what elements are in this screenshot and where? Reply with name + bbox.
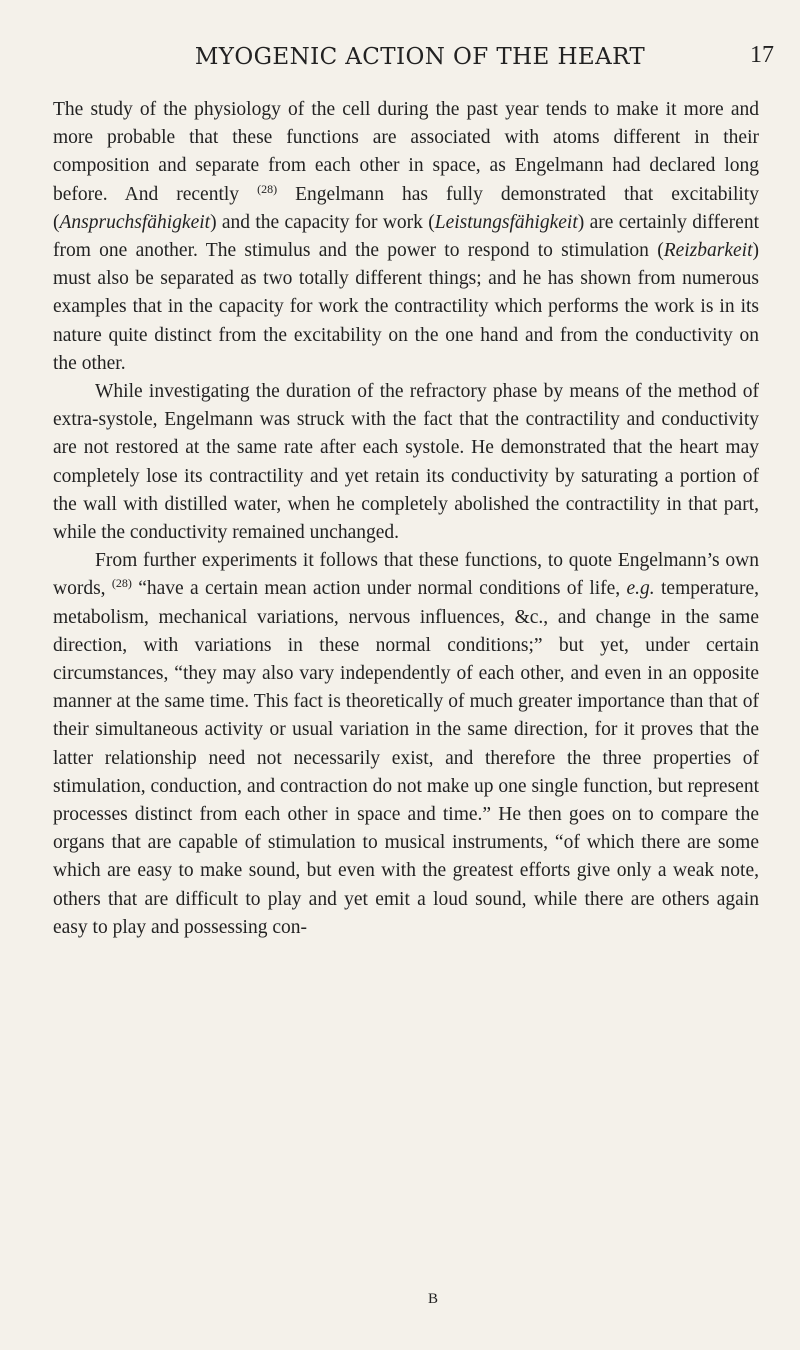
running-head: MYOGENIC ACTION OF THE HEART (194, 44, 646, 70)
text-span: From further experiments it follows that these functions, to quote Engelmann’s own words, (53, 550, 759, 600)
text-span: ) must also be separated as two totally different things; and he has shown from numerous examples that in the capacity for work the contractility which performs the work is in its nature quite distinct from the excitability on the one hand and from the conductivity on the other. (53, 240, 759, 374)
latin-abbreviation: e.g. (626, 578, 655, 600)
page-number: 17 (750, 42, 774, 68)
paragraph-2: While investigating the duration of the refractory phase by means of the method of extra-systole, Engelmann was struck with the fact that the contractility and conductivity are not restored at the same rate after each systole. He demonstrated that the heart may completely lose its contractility and yet retain its conductivity by saturating a portion of the wall with distilled water, when he completely abolished the contractility in that part, while the conductivity remained unchanged. (53, 381, 759, 544)
paragraph-3 (53, 547, 759, 942)
german-term: Leistungsfähigkeit (434, 211, 578, 233)
german-term: Anspruchsfähigkeit (59, 211, 211, 233)
german-term: Reizbarkeit (663, 240, 753, 262)
text-span: temperature, metabolism, mechanical variations, nervous influences, &c., and change in the same direction, with variations in these normal conditions;” but yet, under certain circumstances, “they may also vary independently of each other, and even in an opposite manner at the same time. This fact is theoretically of much greater importance than that of their simultaneous activity or usual variation in the same direction, for it proves that the latter relationship need not necessarily exist, and therefore the three properties of stimulation, conduction, and contraction do not make up one single function, but represent processes distinct from each other in space and time.” He then goes on to compare the organs that are capable of stimulation to musical instruments, “of which there are some which are easy to make sound, but even with the greatest efforts give only a weak note, others that are difficult to play and yet emit a loud sound, while there are others again easy to play and possessing con- (53, 578, 759, 938)
text-span: ) are certainly different from one another. The stimulus and the power to respond to stimulation ( (53, 211, 759, 262)
text-span: “have a certain mean action under normal conditions of life, (131, 578, 627, 600)
signature-mark: B (428, 1291, 439, 1307)
reference-marker: (28) (111, 576, 132, 591)
text-span: The study of the physiology of the cell during the past year tends to make it more and more probable that these functions are associated with atoms different in their composition and separate from each other in space, as Engelmann had declared long before. And recently (53, 99, 759, 205)
body-text (53, 96, 759, 942)
paragraph-1 (53, 96, 759, 378)
text-span: ) and the capacity for work ( (210, 211, 435, 233)
text-span: Engelmann has fully demonstrated that excitability ( (53, 183, 759, 233)
reference-marker: (28) (257, 181, 278, 196)
